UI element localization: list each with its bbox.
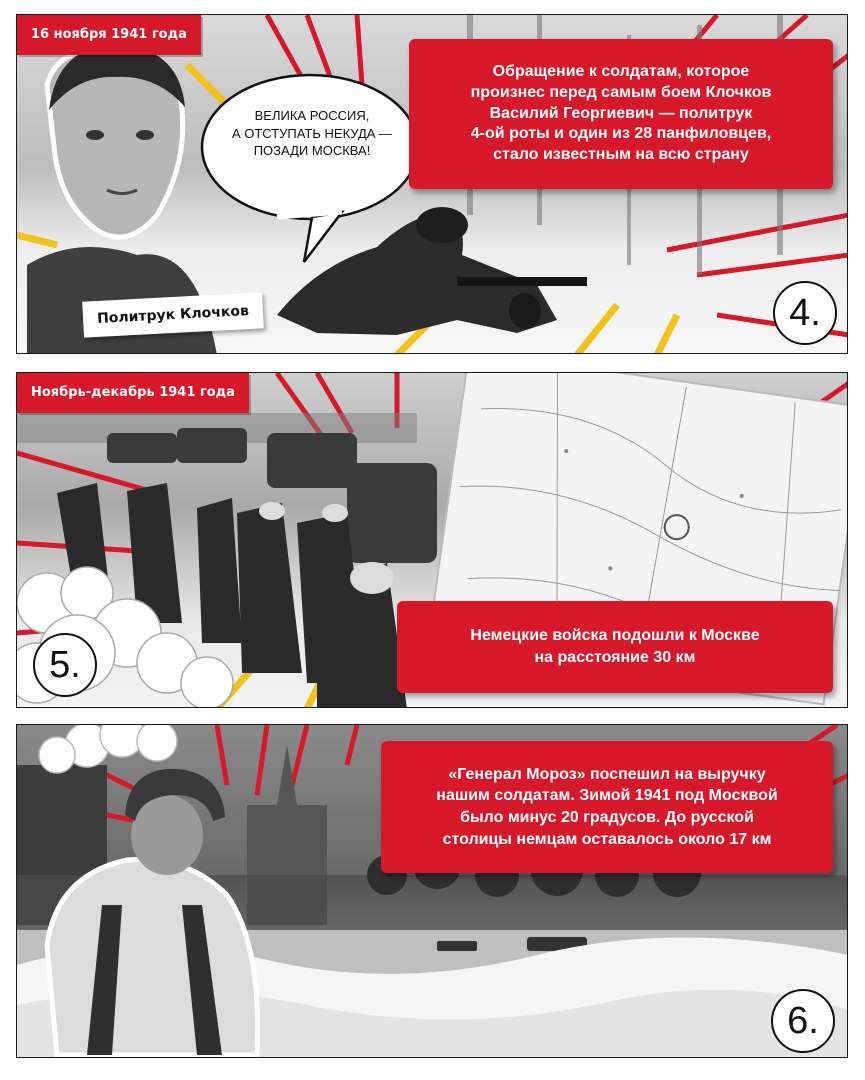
caption-text: Немецкие войска подошли к Москве на расстояние 30 км — [470, 627, 760, 666]
speech-bubble-quote: ВЕЛИКА РОССИЯ, А ОТСТУПАТЬ НЕКУДА — ПОЗАДИ МОСКВА! — [231, 108, 393, 159]
comic-panel-5 — [16, 372, 848, 708]
date-tag: 16 ноября 1941 года — [17, 15, 201, 55]
panel-number: 6. — [771, 989, 835, 1053]
frost-soldier-figure — [17, 725, 297, 1058]
caption-box — [397, 601, 833, 693]
speech-bubble — [192, 67, 422, 267]
comic-panel-6 — [16, 724, 848, 1058]
panel-number: 5. — [33, 633, 97, 697]
caption-box — [381, 741, 833, 873]
comic-panel-4 — [16, 14, 848, 354]
portrait-label: Политрук Клочков — [82, 292, 264, 337]
caption-text: «Генерал Мороз» поспешил на выручку нашим солдатам. Зимой 1941 под Москвой было минус 20 градусов. До русской столицы немцам оставалось около 17 км — [436, 765, 778, 848]
caption-box — [409, 39, 833, 189]
date-tag: Ноябрь-декабрь 1941 года — [17, 373, 249, 413]
caption-text: Обращение к солдатам, которое произнес перед самым боем Клочков Василий Георгиевич — политрук 4-ой роты и один из 28 панфиловцев, стало известным на всю страну — [470, 63, 772, 164]
panel-number: 4. — [773, 281, 837, 345]
